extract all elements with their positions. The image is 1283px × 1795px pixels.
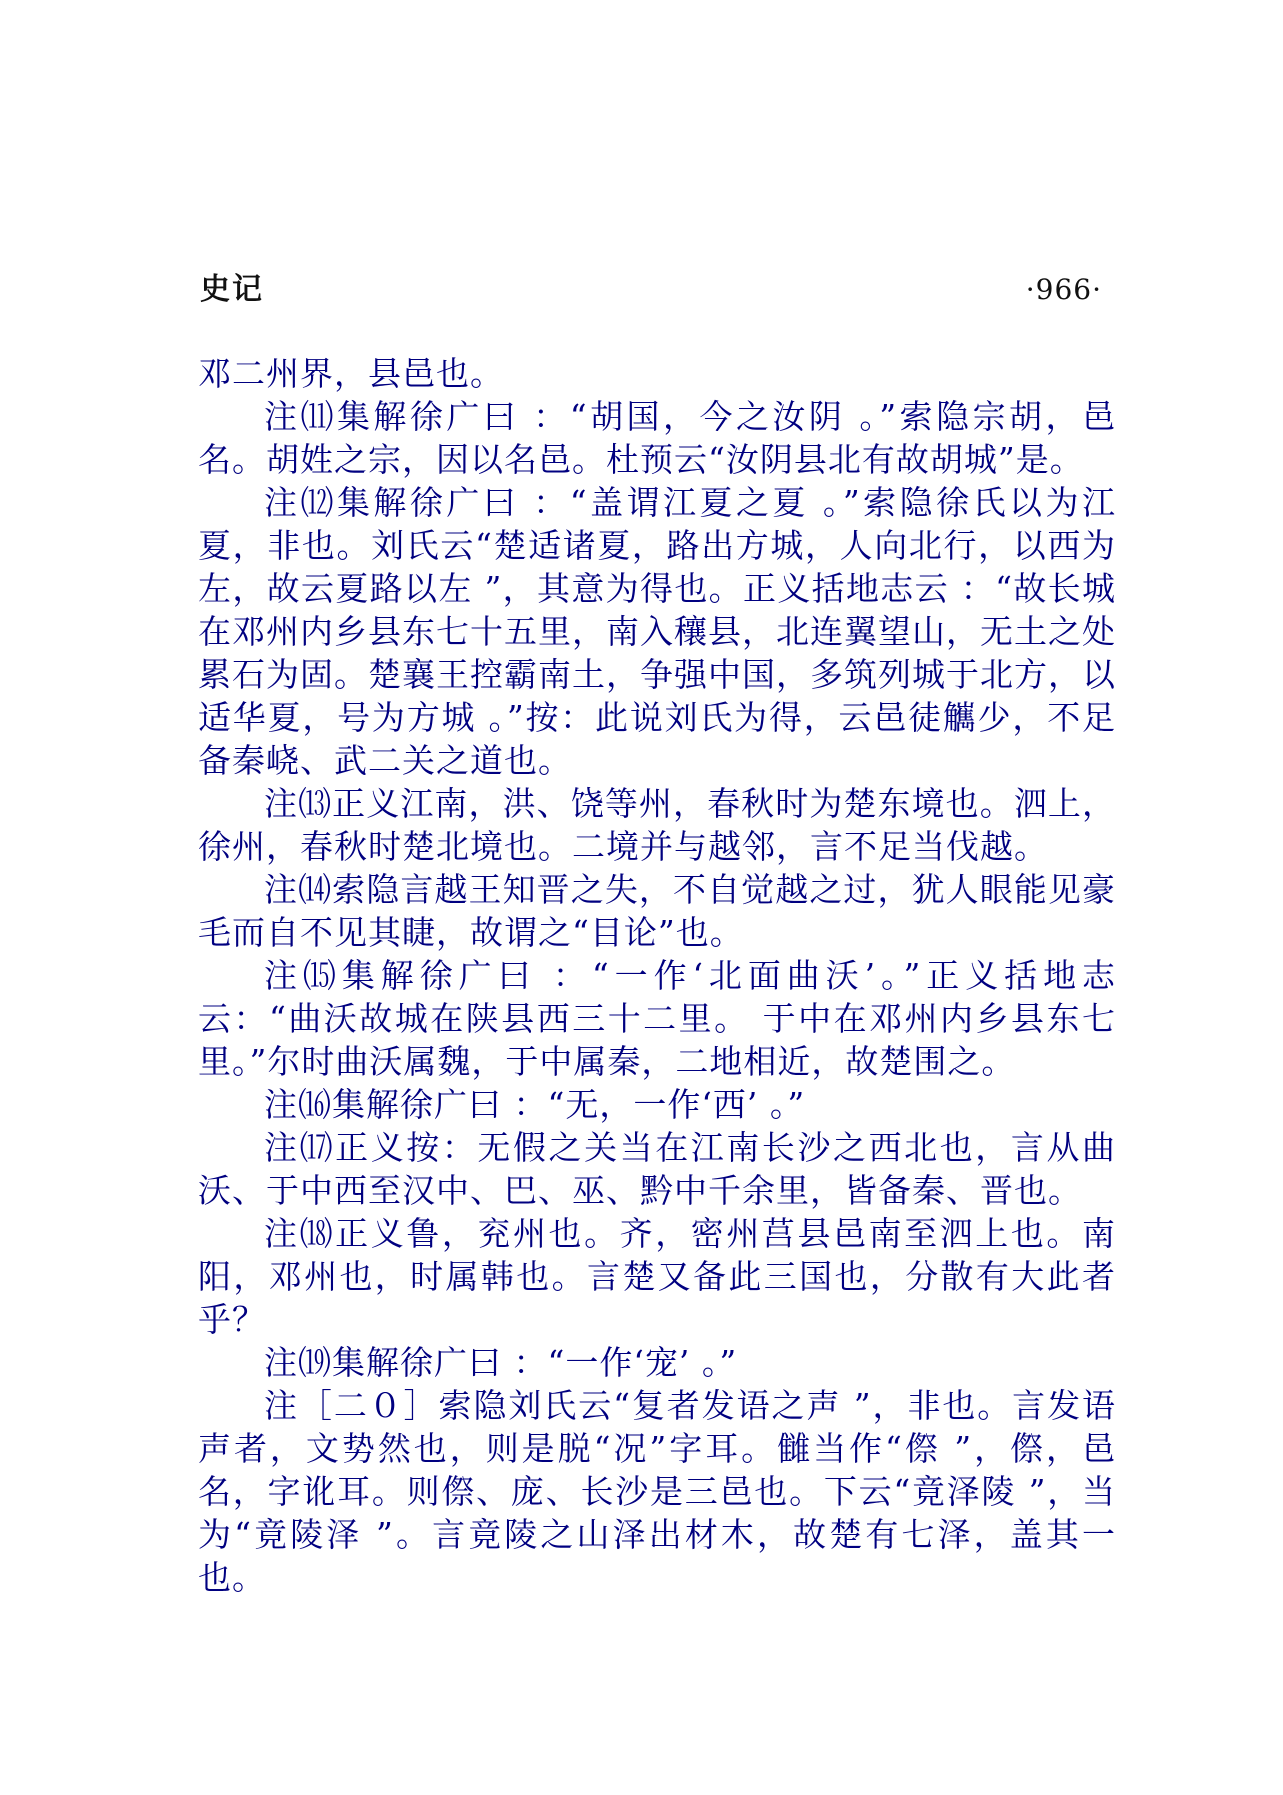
note-20: 注［二０］索隐刘氏云“复者发语之声 ”，非也。言发语声者，文势然也，则是脱“况”字耳。雠当作“傺 ”，傺，邑名，字讹耳。则傺、庞、长沙是三邑也。下云“竟泽陵 ”，当为“竟陵泽 ”。言竟陵之山泽出材木，故楚有七泽，盖其一也。 [198, 1386, 1116, 1597]
book-title: 史记 [200, 272, 264, 307]
note-16: 注⒃集解徐广曰 ：“无，一作‘西’ 。” [264, 1085, 806, 1124]
note-18: 注⒅正义鲁，兖州也。齐，密州莒县邑南至泗上也。南阳，邓州也，时属韩也。言楚又备此三国也，分散有大此者乎？ [198, 1214, 1116, 1339]
note-17: 注⒄正义按：无假之关当在江南长沙之西北也，言从曲沃、于中西至汉中、巴、巫、黔中千余里，皆备秦、晋也。 [198, 1128, 1116, 1210]
note-13: 注⒀正义江南，洪、饶等州，春秋时为楚东境也。泗上，徐州，春秋时楚北境也。二境并与越邻，言不足当伐越。 [198, 784, 1116, 866]
body-text [198, 352, 1116, 1599]
page-number: ·966· [1025, 273, 1102, 306]
note-11: 注⑾集解徐广曰 ：“胡国，今之汝阴 。”索隐宗胡，邑名。胡姓之宗，因以名邑。杜预云“汝阴县北有故胡城”是。 [198, 397, 1116, 479]
note-15: 注⒂集解徐广曰 ：“一作‘北面曲沃’。”正义括地志云：“曲沃故城在陕县西三十二里。 于中在邓州内乡县东七里。”尔时曲沃属魏，于中属秦，二地相近，故楚围之。 [198, 956, 1116, 1081]
paragraph-continuation: 邓二州界，县邑也。 [198, 354, 504, 393]
note-12: 注⑿集解徐广曰 ：“盖谓江夏之夏 。”索隐徐氏以为江夏，非也。刘氏云“楚适诸夏，路出方城，人向北行，以西为左，故云夏路以左 ”，其意为得也。正义括地志云 ：“故长城在邓州内乡县东七十五里，南入穰县，北连翼望山，无土之处累石为固。楚襄王控霸南土，争强中国，多筑列城于北方，以适华夏，号为方城 。”按：此说刘氏为得，云邑徒觽少，不足备秦峣、武二关之道也。 [198, 483, 1116, 780]
note-14: 注⒁索隐言越王知晋之失，不自觉越之过，犹人眼能见豪毛而自不见其睫，故谓之“目论”也。 [198, 870, 1116, 952]
note-19: 注⒆集解徐广曰 ：“一作‘宠’ 。” [264, 1343, 738, 1382]
page-header [200, 268, 1102, 312]
